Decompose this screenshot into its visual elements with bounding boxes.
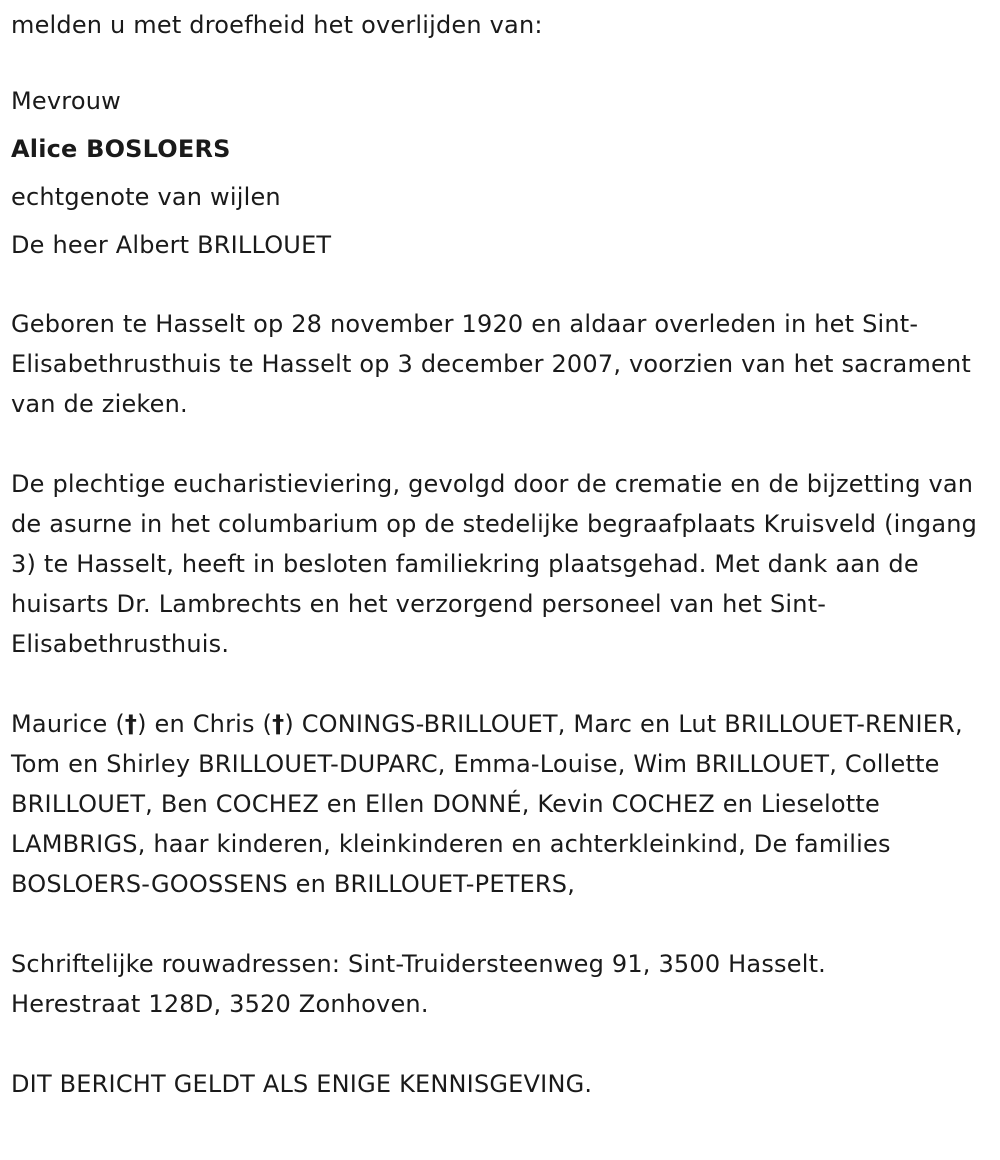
deceased-name: Alice BOSLOERS bbox=[11, 135, 231, 163]
address-line-2: Herestraat 128D, 3520 Zonhoven. bbox=[11, 990, 429, 1018]
birth-death-paragraph: Geboren te Hasselt op 28 november 1920 en aldaar overleden in het Sint-Elisabethrusthuis te Hasselt op 3 december 2007, voorzien van het sacrament van de zieken. bbox=[11, 310, 972, 418]
family-text-3: ) CONINGS-BRILLOUET, Marc en Lut BRILLOUET-RENIER, Tom en Shirley BRILLOUET-DUPARC, Emma-Louise, Wim BRILLOUET, Collette BRILLOUET, Ben COCHEZ en Ellen DONNÉ, Kevin COCHEZ en Lieselotte LAMBRIGS, haar kinderen, kleinkinderen en achterkleinkind, De families BOSLOERS-GOOSSENS en BRILLOUET-PETERS, bbox=[11, 710, 963, 898]
title: Mevrouw bbox=[11, 87, 121, 115]
family-paragraph bbox=[11, 704, 986, 904]
family-text-2: ) en Chris ( bbox=[137, 710, 273, 738]
relation: echtgenote van wijlen bbox=[11, 183, 281, 211]
cross-icon: † bbox=[124, 710, 138, 738]
ceremony-paragraph: De plechtige eucharistieviering, gevolgd door de crematie en de bijzetting van de asurne in het columbarium op de stedelijke begraafplaats Kruisveld (ingang 3) te Hasselt, heeft in besloten familiekring plaatsgehad. Met dank aan de huisarts Dr. Lambrechts en het verzorgend personeel van het Sint-Elisabethrusthuis. bbox=[11, 470, 978, 658]
addresses-block bbox=[11, 944, 986, 1024]
intro-line: melden u met droefheid het overlijden van: bbox=[11, 11, 543, 39]
obituary-document bbox=[11, 0, 986, 1104]
closing-line: DIT BERICHT GELDT ALS ENIGE KENNISGEVING. bbox=[11, 1070, 593, 1098]
spouse-name: De heer Albert BRILLOUET bbox=[11, 231, 332, 259]
family-text-1: Maurice ( bbox=[11, 710, 125, 738]
deceased-block bbox=[11, 77, 986, 269]
address-line-1: Schriftelijke rouwadressen: Sint-Truidersteenweg 91, 3500 Hasselt. bbox=[11, 950, 827, 978]
cross-icon: † bbox=[272, 710, 285, 738]
